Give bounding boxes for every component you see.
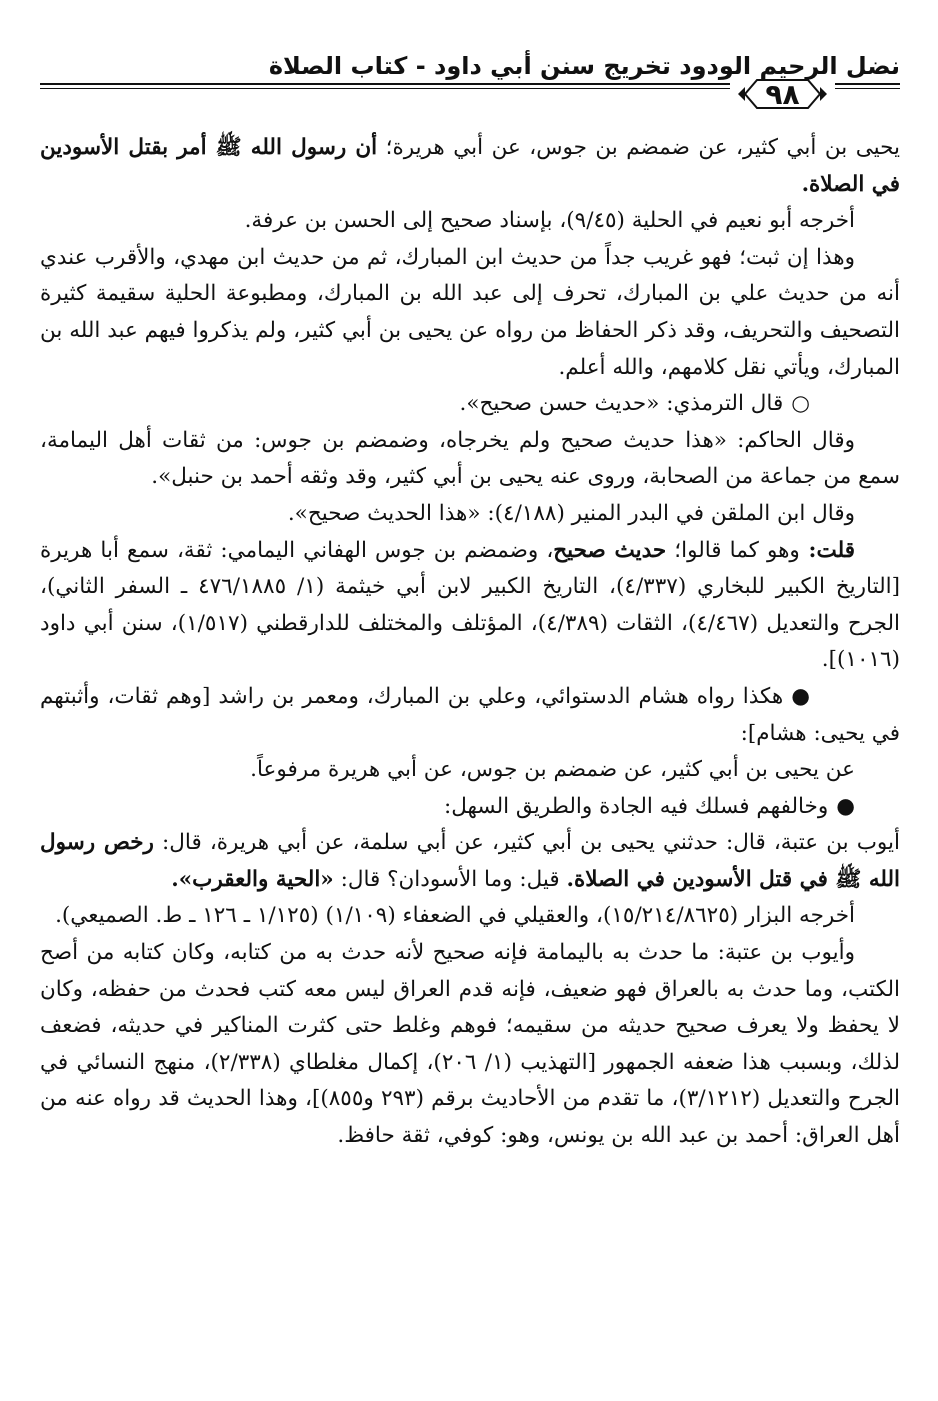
isnad-text: يحيى بن أبي كثير، عن ضمضم بن جوس، عن أبي هريرة؛ [377,135,900,160]
paragraph-text: وهو كما قالوا؛ [666,537,800,563]
bullet-icon: ● [836,793,855,819]
text-body [40,130,900,1155]
matn-text: رخص رسول الله ﷺ في قتل الأسودين في الصلاة. [40,830,900,892]
paragraph-text: ، وضمضم بن جوس الهفاني اليمامي: ثقة، سمع أبا هريرة [التاريخ الكبير للبخاري (٤/٣٣٧)، التاريخ الكبير لابن أبي خيثمة (١/ ٤٧٦/١٨٨٥ ـ السفر الثاني)، الجرح والتعديل (٤/٤٦٧)، الثقات (٤/٣٨٩)، المؤتلف والمختلف للدارقطني (١/٥١٧)، سنن أبي داود (١٠١٦)]. [40,537,900,673]
matn-text: أن رسول الله ﷺ أمر بقتل الأسودين في الصلاة. [40,135,900,197]
qultu-label: قلت: [799,537,855,563]
paragraph-text: قيل: وما الأسودان؟ قال: [333,866,567,892]
paragraph-text: هكذا رواه هشام الدستوائي، وعلي بن المبارك، ومعمر بن راشد [وهم ثقات، وأثبتهم في يحيى: هشام]: [40,683,900,746]
matn-text: «الحية والعقرب». [171,866,334,892]
paragraph-hadith-2 [40,825,900,898]
paragraph-hadith-1 [40,130,900,203]
paragraph-takhrij-1: أخرجه أبو نعيم في الحلية (٩/٤٥)، بإسناد صحيح إلى الحسن بن عرفة. [244,208,855,234]
paragraph-takhrij-2: أخرجه البزار (١٥/٢١٤/٨٦٢٥)، والعقيلي في الضعفاء (١/١٠٩) (١/١٢٥ ـ ١٢٦ ـ ط. الصميعي). [55,903,855,929]
header-rule-bottom-right [835,88,900,89]
header-rule-top [40,83,730,85]
paragraph-chain: عن يحيى بن أبي كثير، عن ضمضم بن جوس، عن أبي هريرة مرفوعاً. [250,757,855,783]
paragraph-ibn-mulaqqin: وقال ابن الملقن في البدر المنير (٤/١٨٨): «هذا الحديث صحيح». [287,500,855,526]
running-header [40,40,900,140]
circle-bullet-icon: ○ [791,391,810,417]
paragraph-narrators [40,679,900,752]
paragraph-contrary [40,789,900,826]
bullet-icon: ● [791,683,810,709]
paragraph-text: قال الترمذي: «حديث حسن صحيح». [459,391,784,417]
paragraph-comment-1: وهذا إن ثبت؛ فهو غريب جداً من حديث ابن المبارك، ثم من حديث ابن مهدي، والأقرب عندي أنه من حديث علي بن المبارك، تحرف إلى عبد الله بن المبارك، ومطبوعة الحلية سقيمة كثيرة التصحيف والتحريف، وقد ذكر الحفاظ من رواه عن يحيى بن أبي كثير، ولم يذكروا فيهم عبد الله بن المبارك، ويأتي نقل كلامهم، والله أعلم. [40,244,900,380]
verdict-text: حديث صحيح [553,537,667,563]
page-number: ٩٨ [765,78,800,111]
paragraph-hakim: وقال الحاكم: «هذا حديث صحيح ولم يخرجاه، وضمضم بن جوس: من ثقات أهل اليمامة، سمع من جماعة من الصحابة، وروى عنه يحيى بن أبي كثير، وقد وثقه أحمد بن حنبل». [40,427,900,490]
paragraph-text: وخالفهم فسلك فيه الجادة والطريق السهل: [443,793,829,819]
header-rule-bottom [40,88,730,89]
paragraph-tirmidhi [40,386,900,423]
isnad-text: أيوب بن عتبة، قال: حدثني يحيى بن أبي كثير، عن أبي سلمة، عن أبي هريرة، قال: [153,830,900,856]
header-rule-top-right [835,83,900,85]
page-number-frame [735,76,830,112]
document-page [40,40,900,1370]
paragraph-qultu [40,533,900,679]
paragraph-ayyub: وأيوب بن عتبة: ما حدث به باليمامة فإنه صحيح لأنه حدث به من كتابه، وكان كتابه من أصح الكتب، وما حدث به بالعراق فهو ضعيف، فإنه قدم العراق ليس معه كتب فحدث من حفظه، وكان لا يحفظ ولا يعرف صحيح حديثه من سقيمه؛ فوهم وغلط حتى كثرت المناكير في حديثه، فضعف لذلك، وبسبب هذا ضعفه الجمهور [التهذيب (١/ ٢٠٦)، إكمال مغلطاي (٢/٣٣٨)، منهج النسائي في الجرح والتعديل (٣/١٢١٢)، ما تقدم من الأحاديث برقم (٢٩٣ و٨٥٥)]، وهذا الحديث قد رواه عنه من أهل العراق: أحمد بن عبد الله بن يونس، وهو: كوفي، ثقة حافظ. [40,940,901,1149]
header-title: نضل الرحيم الودود تخريج سنن أبي داود - كتاب الصلاة [268,52,900,80]
